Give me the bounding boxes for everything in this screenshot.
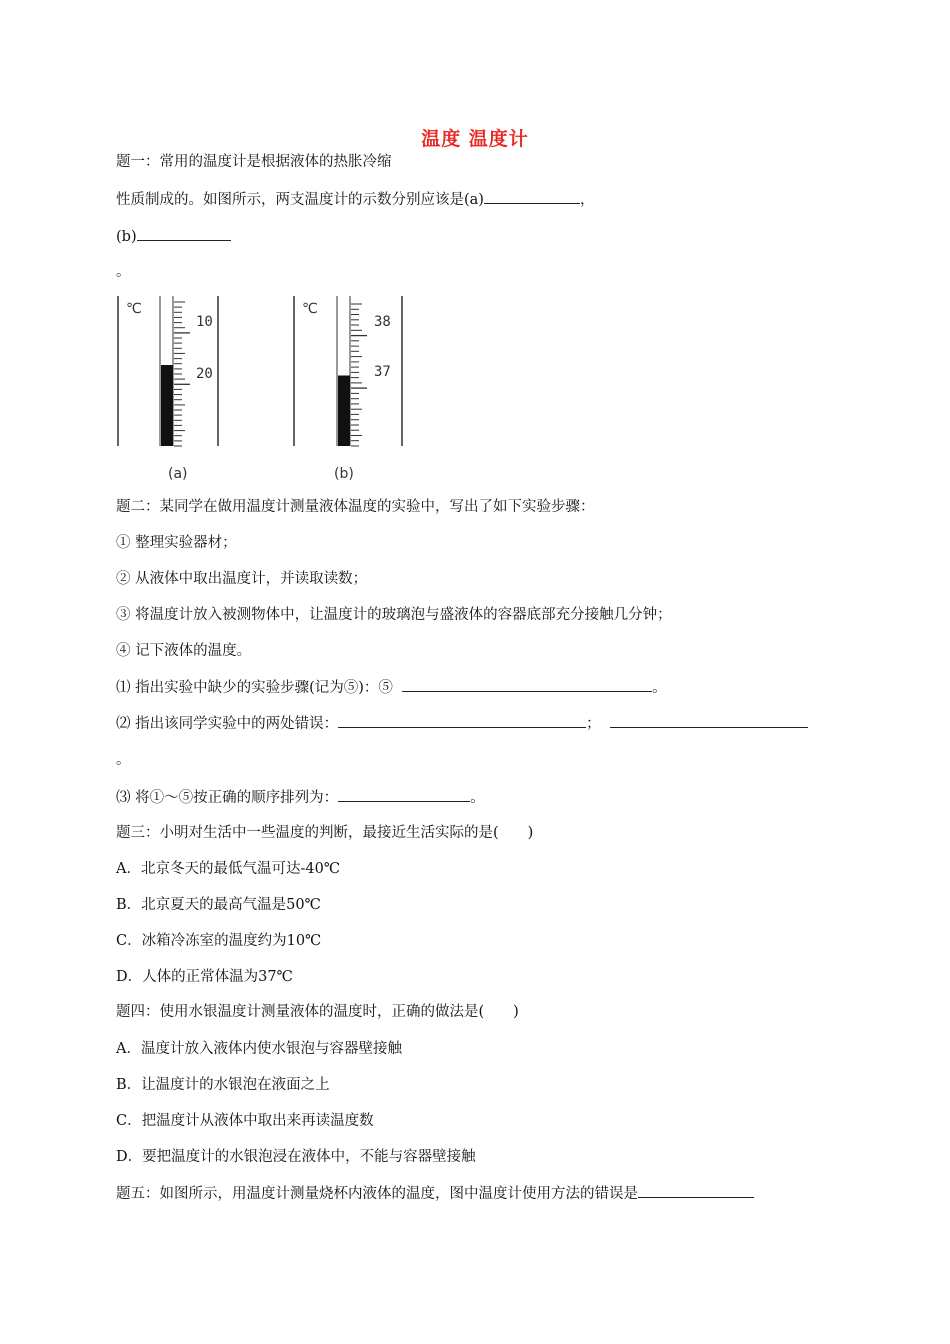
q2-missing-step-blank[interactable] bbox=[402, 677, 652, 692]
q4-option-d[interactable]: D．要把温度计的水银泡浸在液体中，不能与容器壁接触 bbox=[116, 1149, 476, 1165]
thermometer-a bbox=[118, 296, 218, 482]
q2-step-1: ① 整理实验器材； bbox=[116, 535, 237, 551]
q2-sub-1-end: 。 bbox=[652, 680, 667, 696]
q1-line2-text: 性质制成的。如图所示，两支温度计的示数分别应该是(a) bbox=[116, 192, 484, 208]
q4-stem: 题四：使用水银温度计测量液体的温度时，正确的做法是( ) bbox=[116, 1004, 519, 1020]
q5-line bbox=[116, 1183, 754, 1204]
q4-option-a[interactable]: A．温度计放入液体内使水银泡与容器壁接触 bbox=[116, 1041, 402, 1057]
q3-option-c[interactable]: C．冰箱冷冻室的温度约为10℃ bbox=[116, 933, 322, 949]
q2-step-3: ③ 将温度计放入被测物体中，让温度计的玻璃泡与盛液体的容器底部充分接触几分钟； bbox=[116, 607, 672, 623]
thermometer-b bbox=[294, 296, 402, 482]
q3-option-a[interactable]: A．北京冬天的最低气温可达-40℃ bbox=[116, 861, 341, 877]
q1-line2-comma: ， bbox=[579, 192, 595, 208]
q2-sub-3-end: 。 bbox=[470, 790, 485, 806]
liquid-column-a bbox=[161, 365, 173, 446]
unit-a-label: ℃ bbox=[126, 301, 142, 317]
q3-option-b[interactable]: B．北京夏天的最高气温是50℃ bbox=[116, 897, 321, 913]
q4-option-b[interactable]: B．让温度计的水银泡在液面之上 bbox=[116, 1077, 330, 1093]
q5-stem: 题五：如图所示，用温度计测量烧杯内液体的温度，图中温度计使用方法的错误是 bbox=[116, 1186, 638, 1202]
q2-sub-3-text: ⑶ 将①～⑤按正确的顺序排列为： bbox=[116, 790, 339, 806]
q1-answer-b-blank[interactable] bbox=[137, 226, 231, 241]
q1-line1: 题一：常用的温度计是根据液体的热胀冷缩 bbox=[116, 154, 392, 170]
q2-error-1-blank[interactable] bbox=[338, 713, 586, 728]
tick-label-a-10: 10 bbox=[196, 314, 213, 330]
q4-option-c[interactable]: C．把温度计从液体中取出来再读温度数 bbox=[116, 1113, 374, 1129]
q1-b-label: (b) bbox=[116, 229, 137, 245]
q2-step-2: ② 从液体中取出温度计，并读取读数； bbox=[116, 571, 368, 587]
caption-b: (b) bbox=[334, 466, 354, 482]
q2-sub-2-text: ⑵ 指出该同学实验中的两处错误： bbox=[116, 716, 339, 732]
liquid-column-b bbox=[338, 376, 350, 447]
tick-label-b-38: 38 bbox=[374, 314, 391, 330]
thermometer-figure bbox=[112, 292, 442, 487]
q2-sub-1 bbox=[116, 677, 667, 698]
q2-sub-1-text: ⑴ 指出实验中缺少的实验步骤(记为⑤)：⑤ bbox=[116, 680, 393, 696]
q3-stem: 题三：小明对生活中一些温度的判断，最接近生活实际的是( ) bbox=[116, 825, 534, 841]
q2-step-4: ④ 记下液体的温度。 bbox=[116, 643, 252, 659]
q2-order-blank[interactable] bbox=[338, 787, 470, 802]
page-title: 温度 温度计 bbox=[421, 128, 529, 150]
unit-b-label: ℃ bbox=[302, 301, 318, 317]
tick-label-b-37: 37 bbox=[374, 364, 391, 380]
q5-answer-blank[interactable] bbox=[638, 1183, 754, 1198]
q2-sub-2 bbox=[116, 713, 808, 734]
q2-sub-2-end: 。 bbox=[116, 752, 131, 768]
tick-label-a-20: 20 bbox=[196, 366, 213, 382]
q2-sub-3 bbox=[116, 787, 485, 808]
q2-intro: 题二：某同学在做用温度计测量液体温度的实验中，写出了如下实验步骤： bbox=[116, 499, 595, 515]
q1-answer-a-blank[interactable] bbox=[484, 189, 580, 204]
q1-line3 bbox=[116, 226, 231, 247]
q2-sub-2-mid: ； bbox=[586, 716, 601, 732]
q1-line4: 。 bbox=[116, 264, 131, 280]
q1-line2 bbox=[116, 189, 594, 210]
q3-option-d[interactable]: D．人体的正常体温为37℃ bbox=[116, 969, 293, 985]
thermometer-diagram bbox=[112, 292, 442, 487]
caption-a: (a) bbox=[168, 466, 188, 482]
q2-error-2-blank[interactable] bbox=[610, 713, 808, 728]
